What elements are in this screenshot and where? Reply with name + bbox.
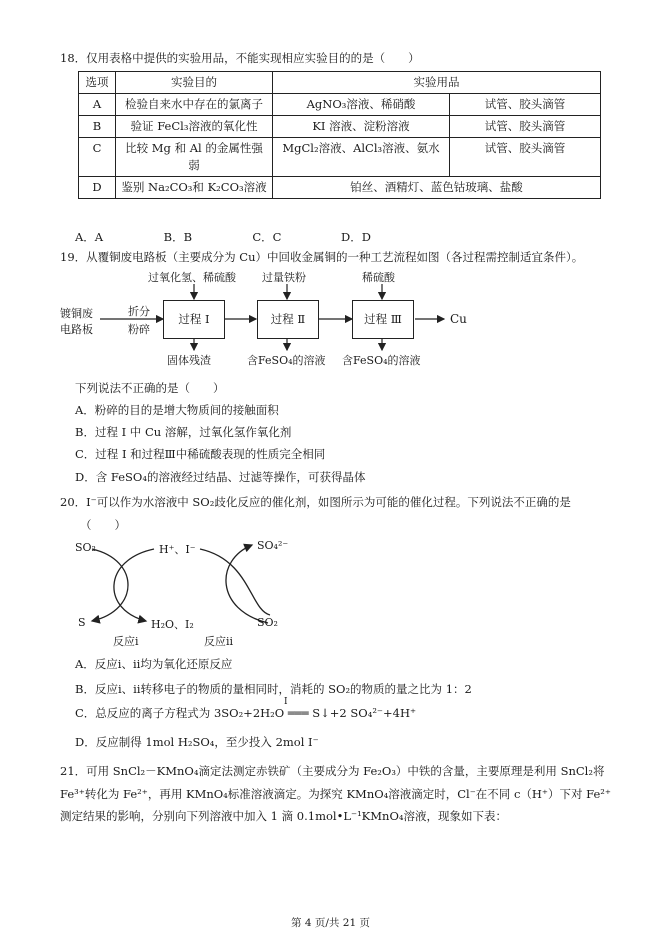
- q21-line-3: 测定结果的影响，分别向下列溶液中加入 1 滴 0.1mol•L⁻¹KMnO₄溶液，现象如下表：: [60, 809, 507, 823]
- header-option: 选项: [79, 72, 116, 94]
- flow-product: Cu: [450, 312, 467, 326]
- header-supplies: 实验用品: [273, 72, 601, 94]
- q19-option-b: B．过程 I 中 Cu 溶解，过氧化氢作氧化剂: [75, 425, 292, 439]
- q19-option-d: D．含 FeSO₄的溶液经过结晶、过滤等操作，可获得晶体: [75, 470, 366, 484]
- q19-stem: 19．从覆铜废电路板（主要成分为 Cu）中回收金属铜的一种工艺流程如图（各过程需控制适宜条件）。: [60, 250, 584, 264]
- row-option: B: [79, 116, 116, 138]
- label-reaction-2: 反应ii: [204, 635, 234, 648]
- label-so2-bottom-right: SO₂: [257, 616, 278, 629]
- row-option: A: [79, 94, 116, 116]
- label-s-bottom-left: S: [78, 616, 86, 629]
- row-tool: 试管、胶头滴管: [450, 116, 601, 138]
- q20-option-c: C．总反应的离子方程式为 3SO₂+2H₂O ═══ S↓+2 SO₄²⁻+4H⁺: [75, 706, 417, 720]
- flow-input-1: 过氧化氢、稀硫酸: [148, 271, 236, 284]
- label-h-i: H⁺、I⁻: [159, 543, 196, 556]
- flow-input-3: 稀硫酸: [362, 271, 395, 284]
- q18-stem: 18．仅用表格中提供的实验用品，不能实现相应实验目的的是（ ）: [60, 51, 420, 65]
- q20-option-b: B．反应ⅰ、ⅱ转移电子的物质的量相同时，消耗的 SO₂的物质的量之比为 1：2: [75, 682, 472, 696]
- flow-box-process-1: 过程 I: [163, 300, 225, 339]
- flow-box-process-2: 过程 Ⅱ: [257, 300, 319, 339]
- table-header-row: [79, 72, 601, 94]
- row-tool: 试管、胶头滴管: [450, 138, 601, 177]
- choice-c: C．C: [252, 230, 282, 244]
- source-line: 电路板: [60, 323, 93, 336]
- source-line: 镀铜废: [60, 307, 93, 320]
- q18-table: [78, 71, 601, 199]
- choice-a: A．A: [75, 230, 104, 244]
- table-row: [79, 116, 601, 138]
- row-tool: 试管、胶头滴管: [450, 94, 601, 116]
- choice-b: B．B: [163, 230, 193, 244]
- table-row: [79, 138, 601, 177]
- catalyst-label: I: [284, 697, 288, 707]
- flow-output-2: 含FeSO₄的溶液: [247, 354, 326, 367]
- q20-stem-paren: （ ）: [80, 518, 126, 532]
- flow-box-process-3: 过程 Ⅲ: [352, 300, 414, 339]
- row-supplies-merged: 铂丝、酒精灯、蓝色钴玻璃、盐酸: [273, 177, 601, 199]
- row-goal: 鉴别 Na₂CO₃和 K₂CO₃溶液: [116, 177, 273, 199]
- row-reagent: AgNO₃溶液、稀硝酸: [273, 94, 450, 116]
- flow-output-3: 含FeSO₄的溶液: [342, 354, 421, 367]
- q20-stem: 20．I⁻可以作为水溶液中 SO₂歧化反应的催化剂，如图所示为可能的催化过程。下列说法不正确的是: [60, 495, 571, 509]
- label-h2o-i2: H₂O、I₂: [151, 618, 194, 631]
- row-goal: 检验自来水中存在的氯离子: [116, 94, 273, 116]
- row-goal: [116, 138, 273, 177]
- label-reaction-1: 反应i: [113, 635, 139, 648]
- q19-sub-stem: 下列说法不正确的是（ ）: [75, 381, 225, 395]
- table-row: [79, 94, 601, 116]
- row-reagent: KI 溶液、淀粉溶液: [273, 116, 450, 138]
- q19-option-a: A．粉碎的目的是增大物质间的接触面积: [75, 403, 279, 417]
- q20-option-a: A．反应ⅰ、ⅱ均为氧化还原反应: [75, 657, 233, 671]
- flow-step0-top: 折分: [128, 305, 150, 318]
- row-reagent: MgCl₂溶液、AlCl₃溶液、氨水: [273, 138, 450, 177]
- q21-line-1: 21．可用 SnCl₂－KMnO₄滴定法测定赤铁矿（主要成分为 Fe₂O₃）中铁的含量，主要原理是利用 SnCl₂将: [60, 764, 605, 778]
- q19-option-c: C．过程 I 和过程Ⅲ中稀硫酸表现的性质完全相同: [75, 447, 326, 461]
- row-option: C: [79, 138, 116, 177]
- label-so2-top-left: SO₂: [75, 541, 96, 554]
- choice-d: D．D: [340, 230, 371, 244]
- flow-source: [60, 305, 93, 337]
- flow-step0-bottom: 粉碎: [128, 323, 150, 336]
- q20-option-d: D．反应制得 1mol H₂SO₄，至少投入 2mol I⁻: [75, 735, 319, 749]
- table-row: [79, 177, 601, 199]
- header-goal: 实验目的: [116, 72, 273, 94]
- goal-line: 比较 Mg 和 Al 的金属性强: [125, 141, 263, 155]
- label-so4-top-right: SO₄²⁻: [257, 539, 289, 552]
- q18-choices: [75, 229, 416, 245]
- page-footer: 第 4 页/共 21 页: [291, 917, 370, 929]
- q21-line-2: Fe³⁺转化为 Fe²⁺，再用 KMnO₄标准溶液滴定。为探究 KMnO₄溶液滴定时，Cl⁻在不同 c（H⁺）下对 Fe²⁺: [60, 787, 611, 801]
- goal-line: 弱: [188, 158, 200, 172]
- flow-output-1: 固体残渣: [167, 354, 211, 367]
- row-goal: 验证 FeCl₃溶液的氧化性: [116, 116, 273, 138]
- flow-input-2: 过量铁粉: [262, 271, 306, 284]
- row-option: D: [79, 177, 116, 199]
